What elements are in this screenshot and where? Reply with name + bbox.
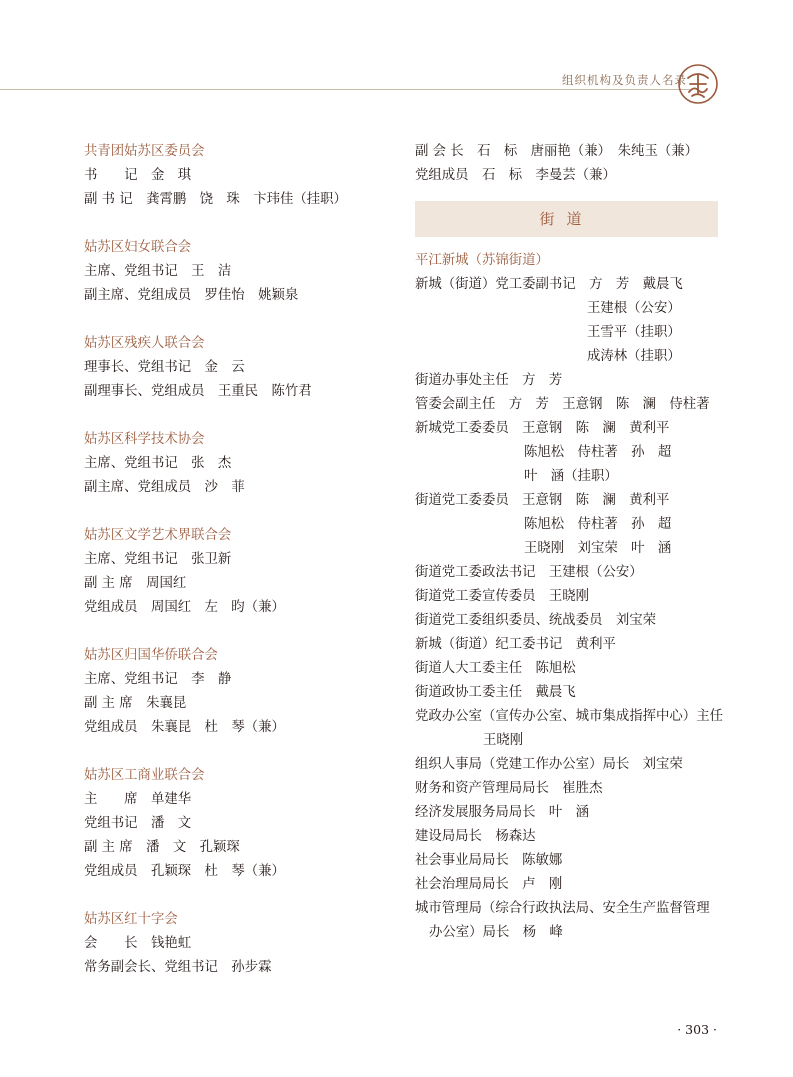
personnel-line: 书 记 金 琪 xyxy=(84,168,192,183)
spacer xyxy=(84,212,394,236)
spacer xyxy=(84,740,394,764)
organization-title: 共青团姑苏区委员会 xyxy=(84,144,205,159)
organization-title: 姑苏区残疾人联合会 xyxy=(84,336,205,351)
personnel-line: 副主席、党组成员 罗佳怡 姚颖泉 xyxy=(84,288,299,303)
organization-title: 姑苏区妇女联合会 xyxy=(84,240,192,255)
seal-icon xyxy=(676,62,720,106)
personnel-line: 街道党工委组织委员、统战委员 刘宝荣 xyxy=(415,613,657,628)
personnel-line: 主席、党组书记 李 静 xyxy=(84,672,232,687)
personnel-line: 会 长 钱艳虹 xyxy=(84,936,192,951)
personnel-line: 经济发展服务局局长 叶 涵 xyxy=(415,805,590,820)
personnel-line: 王建根（公安） xyxy=(587,301,681,316)
personnel-line: 城市管理局（综合行政执法局、安全生产监督管理 xyxy=(415,901,710,916)
spacer xyxy=(84,884,394,908)
personnel-line: 街道政协工委主任 戴晨飞 xyxy=(415,685,576,700)
personnel-line: 常务副会长、党组书记 孙步霖 xyxy=(84,960,272,975)
personnel-line: 党政办公室（宣传办公室、城市集成指挥中心）主任 xyxy=(415,709,723,724)
personnel-line: 建设局局长 杨森达 xyxy=(415,829,536,844)
personnel-line: 管委会副主任 方 芳 王意钢 陈 澜 侍柱著 xyxy=(415,397,710,412)
organization-title: 平江新城（苏锦街道） xyxy=(415,253,549,268)
personnel-line: 组织人事局（党建工作办公室）局长 刘宝荣 xyxy=(415,757,683,772)
spacer xyxy=(84,404,394,428)
personnel-line: 副 会 长 石 标 唐丽艳（兼） 朱纯玉（兼） xyxy=(415,144,699,159)
personnel-line: 陈旭松 侍柱著 孙 超 xyxy=(524,445,672,460)
personnel-line: 街道人大工委主任 陈旭松 xyxy=(415,661,576,676)
personnel-line: 叶 涵（挂职） xyxy=(524,469,618,484)
left-column xyxy=(84,140,394,980)
personnel-line: 新城（街道）纪工委书记 黄利平 xyxy=(415,637,616,652)
personnel-line: 新城（街道）党工委副书记 方 芳 戴晨飞 xyxy=(415,277,683,292)
personnel-line: 副理事长、党组成员 王重民 陈竹君 xyxy=(84,384,312,399)
personnel-line: 社会事业局局长 陈敏娜 xyxy=(415,853,563,868)
organization-title: 姑苏区文学艺术界联合会 xyxy=(84,528,232,543)
personnel-line: 陈旭松 侍柱著 孙 超 xyxy=(524,517,672,532)
personnel-line: 党组成员 孔颖琛 杜 琴（兼） xyxy=(84,864,285,879)
personnel-line: 新城党工委委员 王意钢 陈 澜 黄利平 xyxy=(415,421,670,436)
organization-title: 姑苏区工商业联合会 xyxy=(84,768,205,783)
personnel-line: 副 主 席 周国红 xyxy=(84,576,187,591)
organization-title: 姑苏区科学技术协会 xyxy=(84,432,205,447)
personnel-line: 党组书记 潘 文 xyxy=(84,816,192,831)
personnel-line: 财务和资产管理局局长 崔胜杰 xyxy=(415,781,603,796)
header-rule xyxy=(0,89,690,90)
personnel-line: 副 主 席 朱襄昆 xyxy=(84,696,187,711)
personnel-line: 街道党工委委员 王意钢 陈 澜 黄利平 xyxy=(415,493,670,508)
personnel-line: 主席、党组书记 王 洁 xyxy=(84,264,232,279)
personnel-line: 王晓刚 刘宝荣 叶 涵 xyxy=(524,541,672,556)
personnel-line: 主席、党组书记 张卫新 xyxy=(84,552,232,567)
running-header-title: 组织机构及负责人名录 xyxy=(562,73,687,87)
personnel-line: 主 席 单建华 xyxy=(84,792,192,807)
organization-title: 姑苏区红十字会 xyxy=(84,912,178,927)
personnel-line: 社会治理局局长 卢 刚 xyxy=(415,877,563,892)
spacer xyxy=(84,620,394,644)
personnel-line: 办公室）局长 杨 峰 xyxy=(429,925,563,940)
spacer xyxy=(84,500,394,524)
personnel-line: 成涛林（挂职） xyxy=(587,349,681,364)
personnel-line: 副 书 记 龚霄鹏 饶 珠 卞玮佳（挂职） xyxy=(84,192,347,207)
personnel-line: 党组成员 周国红 左 昀（兼） xyxy=(84,600,285,615)
personnel-line: 主席、党组书记 张 杰 xyxy=(84,456,232,471)
personnel-line: 党组成员 石 标 李曼芸（兼） xyxy=(415,168,616,183)
personnel-line: 理事长、党组书记 金 云 xyxy=(84,360,245,375)
personnel-line: 王晓刚 xyxy=(483,733,524,748)
organization-title: 姑苏区归国华侨联合会 xyxy=(84,648,218,663)
personnel-line: 副 主 席 潘 文 孔颖琛 xyxy=(84,840,240,855)
page-number: · 303 · xyxy=(677,1022,717,1037)
personnel-line: 街道办事处主任 方 芳 xyxy=(415,373,563,388)
spacer xyxy=(84,308,394,332)
personnel-line: 副主席、党组成员 沙 菲 xyxy=(84,480,245,495)
personnel-line: 街道党工委宣传委员 王晓刚 xyxy=(415,589,590,604)
personnel-line: 王雪平（挂职） xyxy=(587,325,681,340)
personnel-line: 党组成员 朱襄昆 杜 琴（兼） xyxy=(84,720,285,735)
section-heading: 街道 xyxy=(415,201,718,237)
right-column xyxy=(415,140,725,945)
personnel-line: 街道党工委政法书记 王建根（公安） xyxy=(415,565,643,580)
